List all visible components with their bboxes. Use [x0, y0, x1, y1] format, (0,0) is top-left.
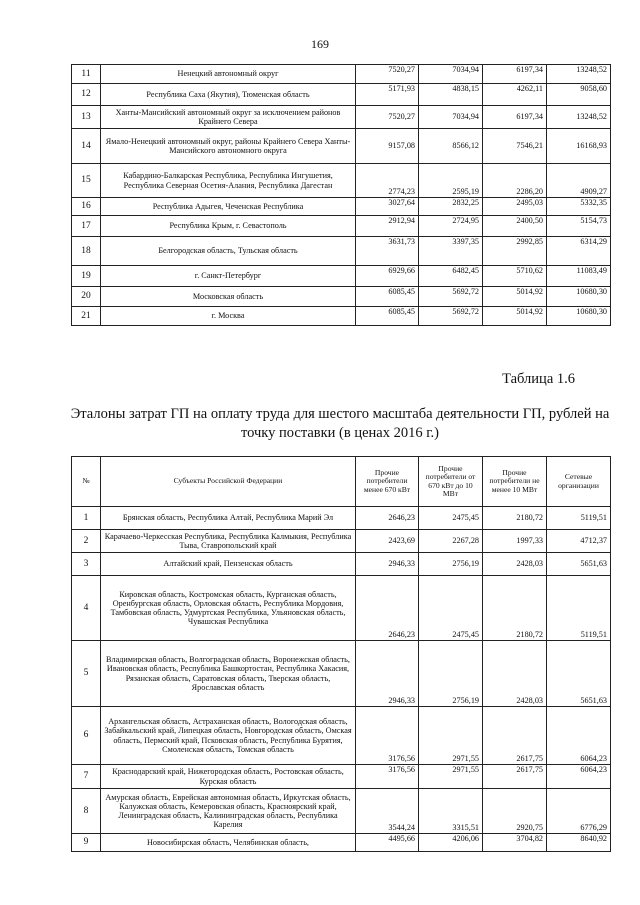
row-value-under-670kw: 6085,45 [356, 307, 419, 326]
row-value-over-10mw: 5014,92 [483, 307, 547, 326]
row-region: Республика Крым, г. Севастополь [101, 216, 356, 237]
row-value-over-10mw: 2617,75 [483, 765, 547, 789]
row-number: 16 [72, 198, 101, 216]
row-number: 9 [72, 834, 101, 852]
row-number: 13 [72, 106, 101, 129]
row-value-grid-organizations: 6064,23 [547, 707, 611, 765]
row-number: 2 [72, 530, 101, 553]
row-number: 15 [72, 164, 101, 198]
row-value-over-10mw: 6197,34 [483, 106, 547, 129]
header-consumers-over-10mw: Прочие потребители не менее 10 МВт [483, 457, 547, 507]
row-region: Московская область [101, 287, 356, 307]
row-value-grid-organizations: 4712,37 [547, 530, 611, 553]
row-value-under-670kw: 2946,33 [356, 641, 419, 707]
row-region: Белгородская область, Тульская область [101, 237, 356, 266]
row-value-grid-organizations: 6314,29 [547, 237, 611, 266]
row-value-over-10mw: 2428,03 [483, 553, 547, 576]
row-value-grid-organizations: 5651,63 [547, 641, 611, 707]
row-value-over-10mw: 2400,50 [483, 216, 547, 237]
row-region: Архангельская область, Астраханская область, Вологодская область, Забайкальский край, Липецкая область, Новгородская область, Омская область, Пермский край, Псковская область, Республика Бурятия, Смоленская область, Томская область [101, 707, 356, 765]
row-value-grid-organizations: 8640,92 [547, 834, 611, 852]
table-row [72, 530, 611, 553]
row-value-670kw-10mw: 2971,55 [419, 707, 483, 765]
row-value-under-670kw: 3544,24 [356, 789, 419, 834]
row-value-grid-organizations: 5154,73 [547, 216, 611, 237]
row-value-grid-organizations: 10680,30 [547, 287, 611, 307]
row-value-over-10mw: 2286,20 [483, 164, 547, 198]
header-consumers-670kw-10mw: Прочие потребители от 670 кВт до 10 МВт [419, 457, 483, 507]
table-number: Таблица 1.6 [502, 371, 575, 387]
table-row [72, 164, 611, 198]
row-value-grid-organizations: 5651,63 [547, 553, 611, 576]
row-number: 17 [72, 216, 101, 237]
row-value-under-670kw: 9157,08 [356, 129, 419, 164]
row-value-over-10mw: 4262,11 [483, 84, 547, 106]
row-value-under-670kw: 3176,56 [356, 707, 419, 765]
row-value-670kw-10mw: 4838,15 [419, 84, 483, 106]
row-region: Новосибирская область, Челябинская область, [101, 834, 356, 852]
row-value-under-670kw: 3027,64 [356, 198, 419, 216]
row-value-670kw-10mw: 5692,72 [419, 287, 483, 307]
table-title: Эталоны затрат ГП на оплату труда для шестого масштаба деятельности ГП, рублей на точку поставки (в ценах 2016 г.) [70, 406, 610, 441]
row-value-grid-organizations: 5119,51 [547, 507, 611, 530]
row-value-grid-organizations: 4909,27 [547, 164, 611, 198]
row-value-over-10mw: 2180,72 [483, 507, 547, 530]
row-value-670kw-10mw: 2267,28 [419, 530, 483, 553]
row-value-670kw-10mw: 2756,19 [419, 553, 483, 576]
table-row [72, 237, 611, 266]
row-region: Ямало-Ненецкий автономный округ, районы Крайнего Севера Ханты-Мансийского автономного округа [101, 129, 356, 164]
row-number: 21 [72, 307, 101, 326]
row-number: 6 [72, 707, 101, 765]
row-value-over-10mw: 3704,82 [483, 834, 547, 852]
row-value-under-670kw: 2912,94 [356, 216, 419, 237]
row-value-670kw-10mw: 2756,19 [419, 641, 483, 707]
row-value-670kw-10mw: 3315,51 [419, 789, 483, 834]
table-row [72, 641, 611, 707]
row-value-grid-organizations: 16168,93 [547, 129, 611, 164]
row-value-670kw-10mw: 2724,95 [419, 216, 483, 237]
table-row [72, 707, 611, 765]
row-number: 4 [72, 576, 101, 641]
row-value-over-10mw: 2495,03 [483, 198, 547, 216]
row-number: 20 [72, 287, 101, 307]
row-region: Республика Адыгея, Чеченская Республика [101, 198, 356, 216]
row-value-grid-organizations: 13248,52 [547, 65, 611, 84]
row-value-under-670kw: 6085,45 [356, 287, 419, 307]
row-region: Республика Саха (Якутия), Тюменская область [101, 84, 356, 106]
table-header-row [72, 457, 611, 507]
row-value-over-10mw: 7546,21 [483, 129, 547, 164]
row-value-670kw-10mw: 7034,94 [419, 106, 483, 129]
row-value-670kw-10mw: 2595,19 [419, 164, 483, 198]
row-region: Краснодарский край, Нижегородская область, Ростовская область, Курская область [101, 765, 356, 789]
row-value-over-10mw: 2617,75 [483, 707, 547, 765]
row-number: 7 [72, 765, 101, 789]
row-value-grid-organizations: 5332,35 [547, 198, 611, 216]
row-number: 1 [72, 507, 101, 530]
table-row [72, 765, 611, 789]
table-row [72, 576, 611, 641]
row-value-over-10mw: 5710,62 [483, 266, 547, 287]
row-region: Кировская область, Костромская область, Курганская область, Оренбургская область, Орловская область, Республика Мордовия, Тамбовская область, Удмуртская Республика, Ульяновская область, Чувашская Республика [101, 576, 356, 641]
table-row [72, 216, 611, 237]
row-value-670kw-10mw: 2475,45 [419, 576, 483, 641]
row-number: 19 [72, 266, 101, 287]
table-row [72, 106, 611, 129]
table-row [72, 789, 611, 834]
row-value-under-670kw: 3176,56 [356, 765, 419, 789]
table-row [72, 129, 611, 164]
row-value-under-670kw: 7520,27 [356, 106, 419, 129]
table-row [72, 553, 611, 576]
row-number: 3 [72, 553, 101, 576]
table-row [72, 834, 611, 852]
row-region: Карачаево-Черкесская Республика, Республика Калмыкия, Республика Тыва, Ставропольский край [101, 530, 356, 553]
row-number: 18 [72, 237, 101, 266]
row-value-670kw-10mw: 4206,06 [419, 834, 483, 852]
row-value-grid-organizations: 5119,51 [547, 576, 611, 641]
row-value-670kw-10mw: 8566,12 [419, 129, 483, 164]
table-row [72, 287, 611, 307]
row-value-670kw-10mw: 2475,45 [419, 507, 483, 530]
row-region: г. Санкт-Петербург [101, 266, 356, 287]
row-value-grid-organizations: 13248,52 [547, 106, 611, 129]
row-value-over-10mw: 5014,92 [483, 287, 547, 307]
table-row [72, 65, 611, 84]
row-value-under-670kw: 6929,66 [356, 266, 419, 287]
row-region: г. Москва [101, 307, 356, 326]
labor-cost-standards-table [71, 456, 611, 852]
row-value-over-10mw: 6197,34 [483, 65, 547, 84]
row-value-grid-organizations: 6776,29 [547, 789, 611, 834]
row-region: Брянская область, Республика Алтай, Республика Марий Эл [101, 507, 356, 530]
row-value-under-670kw: 2774,23 [356, 164, 419, 198]
row-value-over-10mw: 2180,72 [483, 576, 547, 641]
row-value-over-10mw: 1997,33 [483, 530, 547, 553]
row-value-670kw-10mw: 7034,94 [419, 65, 483, 84]
row-value-over-10mw: 2428,03 [483, 641, 547, 707]
header-consumers-under-670kw: Прочие потребители менее 670 кВт [356, 457, 419, 507]
row-number: 14 [72, 129, 101, 164]
table-row [72, 266, 611, 287]
row-number: 5 [72, 641, 101, 707]
header-grid-organizations: Сетевые организации [547, 457, 611, 507]
header-regions: Субъекты Российской Федерации [101, 457, 356, 507]
continued-cost-table [71, 64, 611, 326]
row-region: Владимирская область, Волгоградская область, Воронежская область, Ивановская область, Республика Башкортостан, Республика Хакасия, Рязанская область, Саратовская область, Тверская область, Ярославская область [101, 641, 356, 707]
row-value-under-670kw: 5171,93 [356, 84, 419, 106]
row-value-670kw-10mw: 2971,55 [419, 765, 483, 789]
row-value-670kw-10mw: 2832,25 [419, 198, 483, 216]
table-row [72, 198, 611, 216]
row-number: 11 [72, 65, 101, 84]
row-value-grid-organizations: 6064,23 [547, 765, 611, 789]
row-value-under-670kw: 2646,23 [356, 507, 419, 530]
page-number: 169 [311, 37, 329, 51]
row-value-under-670kw: 2946,33 [356, 553, 419, 576]
row-region: Ханты-Мансийский автономный округ за исключением районов Крайнего Севера [101, 106, 356, 129]
row-number: 12 [72, 84, 101, 106]
header-number: № [72, 457, 101, 507]
row-value-over-10mw: 2920,75 [483, 789, 547, 834]
row-value-over-10mw: 2992,85 [483, 237, 547, 266]
row-value-under-670kw: 4495,66 [356, 834, 419, 852]
table-row [72, 84, 611, 106]
row-region: Ненецкий автономный округ [101, 65, 356, 84]
row-value-670kw-10mw: 3397,35 [419, 237, 483, 266]
row-value-under-670kw: 2423,69 [356, 530, 419, 553]
row-value-under-670kw: 7520,27 [356, 65, 419, 84]
row-value-670kw-10mw: 5692,72 [419, 307, 483, 326]
row-value-grid-organizations: 9058,60 [547, 84, 611, 106]
row-value-grid-organizations: 11083,49 [547, 266, 611, 287]
row-region: Кабардино-Балкарская Республика, Республика Ингушетия, Республика Северная Осетия-Алания, Республика Дагестан [101, 164, 356, 198]
row-region: Амурская область, Еврейская автономная область, Иркутская область, Калужская область, Кемеровская область, Красноярский край, Ленинградская область, Калининградская область, Республика Карелия [101, 789, 356, 834]
row-value-grid-organizations: 10680,30 [547, 307, 611, 326]
table-row [72, 507, 611, 530]
row-value-under-670kw: 3631,73 [356, 237, 419, 266]
row-value-670kw-10mw: 6482,45 [419, 266, 483, 287]
table-row [72, 307, 611, 326]
row-region: Алтайский край, Пензенская область [101, 553, 356, 576]
row-number: 8 [72, 789, 101, 834]
row-value-under-670kw: 2646,23 [356, 576, 419, 641]
